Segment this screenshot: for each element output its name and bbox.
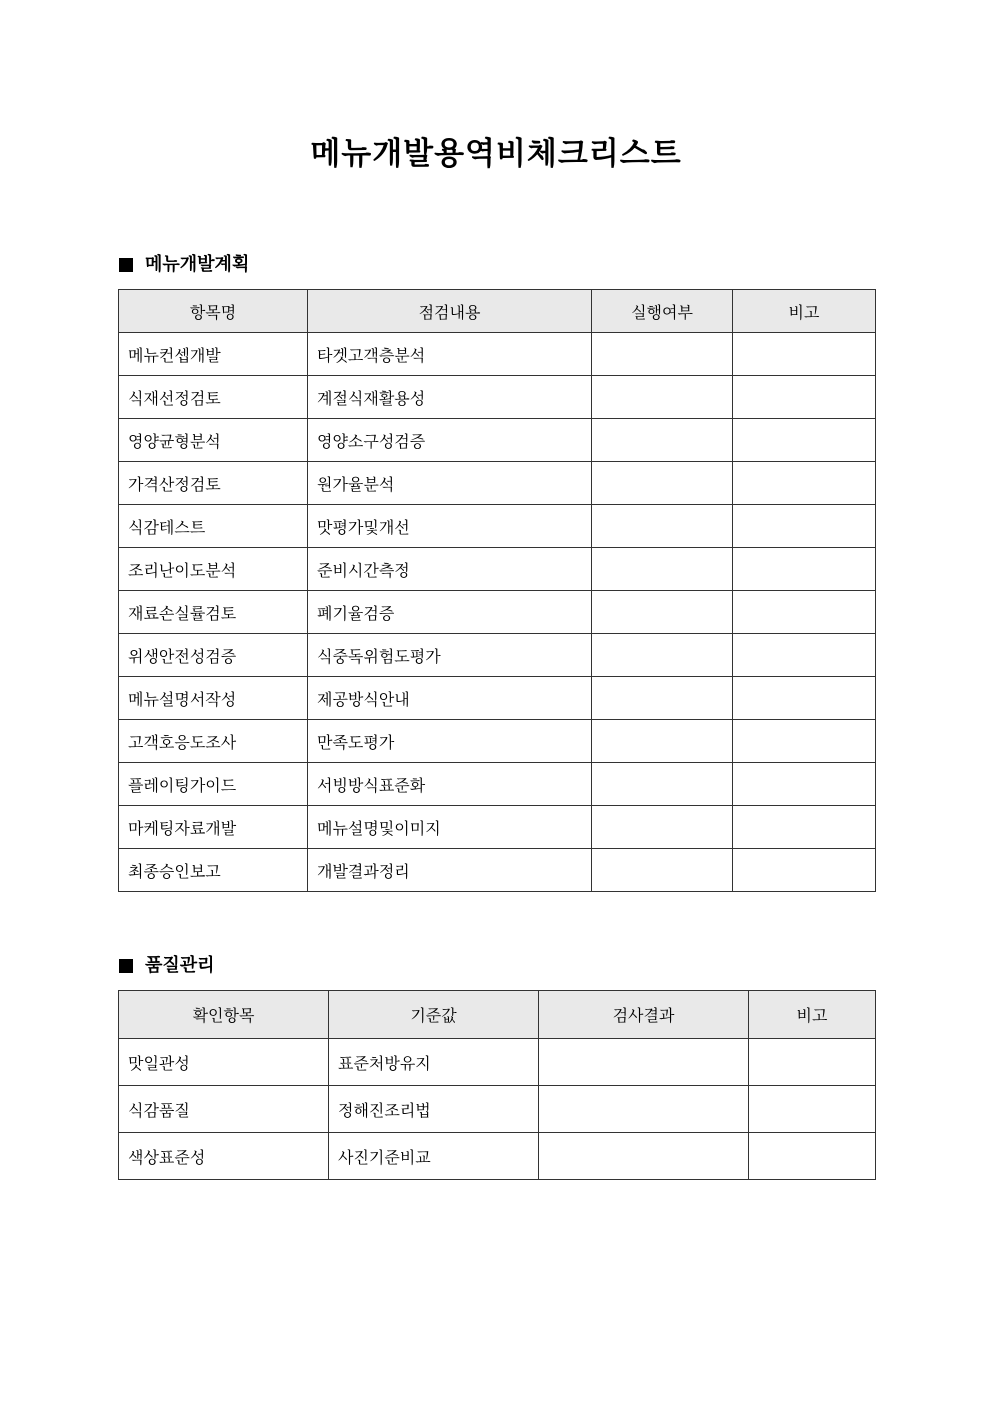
standard-value-cell: 표준처방유지 (329, 1039, 539, 1086)
execution-status-cell[interactable] (592, 462, 733, 505)
document-title: 메뉴개발용역비체크리스트 (310, 136, 682, 172)
table-header-row (119, 991, 876, 1039)
column-header: 비고 (749, 991, 876, 1039)
section-heading-label: 품질관리 (145, 955, 215, 976)
column-header: 확인항목 (119, 991, 329, 1039)
check-content-cell: 계절식재활용성 (308, 376, 592, 419)
check-content-cell: 원가율분석 (308, 462, 592, 505)
execution-status-cell[interactable] (592, 376, 733, 419)
check-item-cell: 식감품질 (119, 1086, 329, 1133)
item-name-cell: 고객호응도조사 (119, 720, 308, 763)
item-name-cell: 최종승인보고 (119, 849, 308, 892)
remarks-cell[interactable] (749, 1086, 876, 1133)
column-header: 검사결과 (539, 991, 749, 1039)
section-heading-menu-plan (119, 253, 249, 277)
execution-status-cell[interactable] (592, 419, 733, 462)
check-content-cell: 폐기율검증 (308, 591, 592, 634)
execution-status-cell[interactable] (592, 333, 733, 376)
execution-status-cell[interactable] (592, 634, 733, 677)
table-row (119, 419, 876, 462)
column-header: 비고 (733, 290, 876, 333)
remarks-cell[interactable] (749, 1133, 876, 1180)
inspection-result-cell[interactable] (539, 1133, 749, 1180)
check-content-cell: 타겟고객층분석 (308, 333, 592, 376)
table-row (119, 849, 876, 892)
item-name-cell: 플레이팅가이드 (119, 763, 308, 806)
item-name-cell: 위생안전성검증 (119, 634, 308, 677)
execution-status-cell[interactable] (592, 591, 733, 634)
execution-status-cell[interactable] (592, 806, 733, 849)
column-header: 항목명 (119, 290, 308, 333)
remarks-cell[interactable] (733, 763, 876, 806)
check-content-cell: 만족도평가 (308, 720, 592, 763)
remarks-cell[interactable] (733, 548, 876, 591)
item-name-cell: 재료손실률검토 (119, 591, 308, 634)
check-content-cell: 제공방식안내 (308, 677, 592, 720)
table-row (119, 1039, 876, 1086)
section-heading-label: 메뉴개발계획 (145, 254, 250, 275)
standard-value-cell: 정해진조리법 (329, 1086, 539, 1133)
item-name-cell: 메뉴컨셉개발 (119, 333, 308, 376)
remarks-cell[interactable] (733, 849, 876, 892)
remarks-cell[interactable] (733, 677, 876, 720)
check-content-cell: 메뉴설명및이미지 (308, 806, 592, 849)
table-row (119, 548, 876, 591)
standard-value-cell: 사진기준비교 (329, 1133, 539, 1180)
item-name-cell: 영양균형분석 (119, 419, 308, 462)
execution-status-cell[interactable] (592, 548, 733, 591)
square-bullet-icon (119, 959, 133, 973)
table-row (119, 720, 876, 763)
check-item-cell: 맛일관성 (119, 1039, 329, 1086)
item-name-cell: 마케팅자료개발 (119, 806, 308, 849)
table-row (119, 462, 876, 505)
execution-status-cell[interactable] (592, 677, 733, 720)
remarks-cell[interactable] (733, 806, 876, 849)
remarks-cell[interactable] (733, 462, 876, 505)
execution-status-cell[interactable] (592, 720, 733, 763)
check-content-cell: 서빙방식표준화 (308, 763, 592, 806)
check-content-cell: 준비시간측정 (308, 548, 592, 591)
remarks-cell[interactable] (733, 720, 876, 763)
item-name-cell: 조리난이도분석 (119, 548, 308, 591)
check-content-cell: 식중독위험도평가 (308, 634, 592, 677)
inspection-result-cell[interactable] (539, 1086, 749, 1133)
item-name-cell: 식감테스트 (119, 505, 308, 548)
remarks-cell[interactable] (733, 634, 876, 677)
table-row (119, 505, 876, 548)
remarks-cell[interactable] (733, 591, 876, 634)
item-name-cell: 식재선정검토 (119, 376, 308, 419)
remarks-cell[interactable] (749, 1039, 876, 1086)
table-row (119, 634, 876, 677)
check-content-cell: 개발결과정리 (308, 849, 592, 892)
square-bullet-icon (119, 258, 133, 272)
execution-status-cell[interactable] (592, 763, 733, 806)
remarks-cell[interactable] (733, 333, 876, 376)
menu-plan-table (118, 289, 876, 892)
check-content-cell: 맛평가및개선 (308, 505, 592, 548)
section-heading-quality (119, 954, 215, 978)
table-row (119, 763, 876, 806)
column-header: 기준값 (329, 991, 539, 1039)
remarks-cell[interactable] (733, 505, 876, 548)
item-name-cell: 가격산정검토 (119, 462, 308, 505)
check-item-cell: 색상표준성 (119, 1133, 329, 1180)
column-header: 점검내용 (308, 290, 592, 333)
table-row (119, 591, 876, 634)
remarks-cell[interactable] (733, 376, 876, 419)
table-row (119, 1133, 876, 1180)
execution-status-cell[interactable] (592, 849, 733, 892)
inspection-result-cell[interactable] (539, 1039, 749, 1086)
quality-table (118, 990, 876, 1180)
table-row (119, 806, 876, 849)
table-row (119, 1086, 876, 1133)
remarks-cell[interactable] (733, 419, 876, 462)
table-row (119, 333, 876, 376)
table-row (119, 677, 876, 720)
table-header-row (119, 290, 876, 333)
column-header: 실행여부 (592, 290, 733, 333)
table-row (119, 376, 876, 419)
check-content-cell: 영양소구성검증 (308, 419, 592, 462)
execution-status-cell[interactable] (592, 505, 733, 548)
item-name-cell: 메뉴설명서작성 (119, 677, 308, 720)
